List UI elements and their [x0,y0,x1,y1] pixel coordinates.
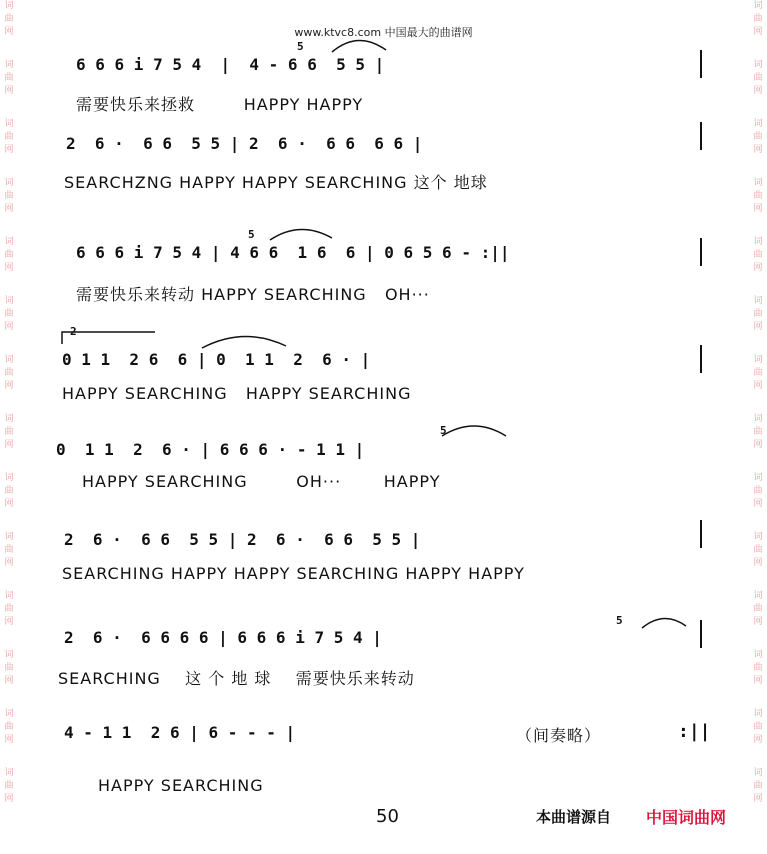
lyrics-line-6: SEARCHING HAPPY HAPPY SEARCHING HAPPY HAPPY [62,564,525,583]
slur-line-1 [330,36,390,56]
side-watermark-char: 词 [4,1,14,11]
side-watermark-char: 网 [753,322,763,332]
volta-bracket [60,330,160,350]
barline [700,345,702,373]
side-watermark-char: 曲 [753,191,763,201]
lyrics-line-1: 需要快乐来拯救 HAPPY HAPPY [76,95,364,114]
side-watermark-char: 词 [4,650,14,660]
side-watermark-char: 曲 [753,132,763,142]
side-watermark-char: 词 [753,709,763,719]
side-watermark-char: 词 [753,60,763,70]
side-watermark-char: 词 [753,178,763,188]
side-watermark-char: 曲 [4,191,14,201]
site-header: www.ktvc8.com 中国最大的曲谱网 [294,26,473,39]
side-watermark-char: 词 [4,178,14,188]
side-watermark-char: 曲 [753,545,763,555]
lyrics-line-2: SEARCHZNG HAPPY HAPPY SEARCHING 这个 地球 [64,173,488,192]
side-watermark-char: 曲 [753,309,763,319]
notes-line-4: 0 1 1 2 6 6 | 0 1 1 2 6 · | [62,350,371,369]
side-watermark-char: 词 [753,119,763,129]
side-watermark-char: 曲 [753,781,763,791]
side-watermark-char: 曲 [4,132,14,142]
footer-source: 本曲谱源自 [536,808,612,826]
grace-note: 5 [616,614,623,627]
side-watermark-char: 曲 [4,14,14,24]
page-number: 50 [376,806,399,827]
slur-line-3 [268,224,338,244]
side-watermark-char: 曲 [4,545,14,555]
side-watermark-left [2,0,16,854]
side-watermark-char: 网 [4,558,14,568]
notes-line-1: 6 6 6 i 7 5 4 | 4 - 6 6 5 5 | [76,55,385,74]
side-watermark-char: 词 [753,355,763,365]
side-watermark-char: 网 [4,499,14,509]
barline [700,122,702,150]
notes-line-3: 6 6 6 i 7 5 4 | 4 6 6 1 6 6 | 0 6 5 6 - :|| [76,243,510,262]
side-watermark-char: 词 [753,532,763,542]
slur-line-4 [200,330,290,352]
side-watermark-char: 词 [4,414,14,424]
side-watermark-char: 曲 [753,663,763,673]
lyrics-line-3: 需要快乐来转动 HAPPY SEARCHING OH··· [76,285,430,304]
side-watermark-char: 网 [4,322,14,332]
lyrics-line-7: SEARCHING 这 个 地 球 需要快乐来转动 [58,669,415,688]
side-watermark-char: 词 [753,414,763,424]
grace-note: 5 [440,424,447,437]
side-watermark-char: 曲 [4,427,14,437]
barline [700,50,702,78]
side-watermark-char: 词 [4,768,14,778]
side-watermark-char: 词 [4,532,14,542]
side-watermark-char: 词 [4,473,14,483]
side-watermark-char: 网 [753,676,763,686]
side-watermark-char: 词 [4,237,14,247]
side-watermark-char: 网 [753,263,763,273]
volta-number: 2 [70,325,77,338]
side-watermark-char: 词 [4,591,14,601]
barline [700,238,702,266]
side-watermark-char: 曲 [4,663,14,673]
grace-note: 5 [297,40,304,53]
notes-line-7: 2 6 · 6 6 6 6 | 6 6 6 i 7 5 4 | [64,628,382,647]
side-watermark-char: 网 [753,27,763,37]
side-watermark-char: 曲 [4,604,14,614]
side-watermark-char: 网 [4,381,14,391]
side-watermark-char: 网 [4,676,14,686]
side-watermark-char: 词 [753,650,763,660]
side-watermark-char: 曲 [753,427,763,437]
side-watermark-char: 词 [4,119,14,129]
side-watermark-char: 曲 [4,368,14,378]
side-watermark-char: 网 [4,440,14,450]
side-watermark-char: 词 [4,296,14,306]
side-watermark-char: 词 [753,473,763,483]
lyrics-line-5: HAPPY SEARCHING OH··· HAPPY [82,472,441,491]
side-watermark-char: 网 [753,145,763,155]
slur-line-5 [440,420,510,440]
side-watermark-char: 词 [4,60,14,70]
lyrics-line-4: HAPPY SEARCHING HAPPY SEARCHING [62,384,412,403]
notes-line-2: 2 6 · 6 6 5 5 | 2 6 · 6 6 6 6 | [66,134,423,153]
side-watermark-char: 词 [4,709,14,719]
side-watermark-char: 词 [753,296,763,306]
side-watermark-char: 网 [4,145,14,155]
side-watermark-char: 词 [4,355,14,365]
side-watermark-char: 曲 [753,250,763,260]
side-watermark-right [751,0,765,854]
side-watermark-char: 网 [753,794,763,804]
side-watermark-char: 网 [4,263,14,273]
repeat-sign: :|| [678,721,711,742]
side-watermark-char: 网 [753,617,763,627]
barline [700,520,702,548]
side-watermark-char: 曲 [4,250,14,260]
notes-line-8: 4 - 1 1 2 6 | 6 - - - | [64,723,296,742]
side-watermark-char: 网 [4,27,14,37]
side-watermark-char: 网 [753,204,763,214]
lyrics-line-9: HAPPY SEARCHING [98,776,264,795]
side-watermark-char: 网 [753,558,763,568]
side-watermark-char: 词 [753,237,763,247]
footer-site: 中国词曲网 [646,808,727,827]
side-watermark-char: 曲 [4,486,14,496]
side-watermark-char: 曲 [4,73,14,83]
side-watermark-char: 网 [753,499,763,509]
side-watermark-char: 词 [753,591,763,601]
side-watermark-char: 网 [753,86,763,96]
side-watermark-char: 网 [753,440,763,450]
side-watermark-char: 曲 [753,486,763,496]
notes-line-5: 0 1 1 2 6 · | 6 6 6 · - 1 1 | [56,440,365,459]
side-watermark-char: 网 [4,735,14,745]
side-watermark-char: 词 [753,1,763,11]
side-watermark-char: 网 [753,735,763,745]
side-watermark-char: 曲 [4,722,14,732]
slur-line-7 [640,612,690,632]
grace-note: 5 [248,228,255,241]
side-watermark-char: 曲 [753,73,763,83]
side-watermark-char: 曲 [753,14,763,24]
side-watermark-char: 曲 [753,604,763,614]
side-watermark-char: 曲 [4,781,14,791]
side-watermark-char: 网 [753,381,763,391]
side-watermark-char: 网 [4,86,14,96]
barline [700,620,702,648]
notes-line-6: 2 6 · 6 6 5 5 | 2 6 · 6 6 5 5 | [64,530,421,549]
side-watermark-char: 曲 [4,309,14,319]
side-watermark-char: 网 [4,617,14,627]
side-watermark-char: 网 [4,794,14,804]
side-watermark-char: 词 [753,768,763,778]
side-watermark-char: 曲 [753,722,763,732]
side-watermark-char: 曲 [753,368,763,378]
side-watermark-char: 网 [4,204,14,214]
interlude-omitted: （间奏略） [516,726,602,745]
